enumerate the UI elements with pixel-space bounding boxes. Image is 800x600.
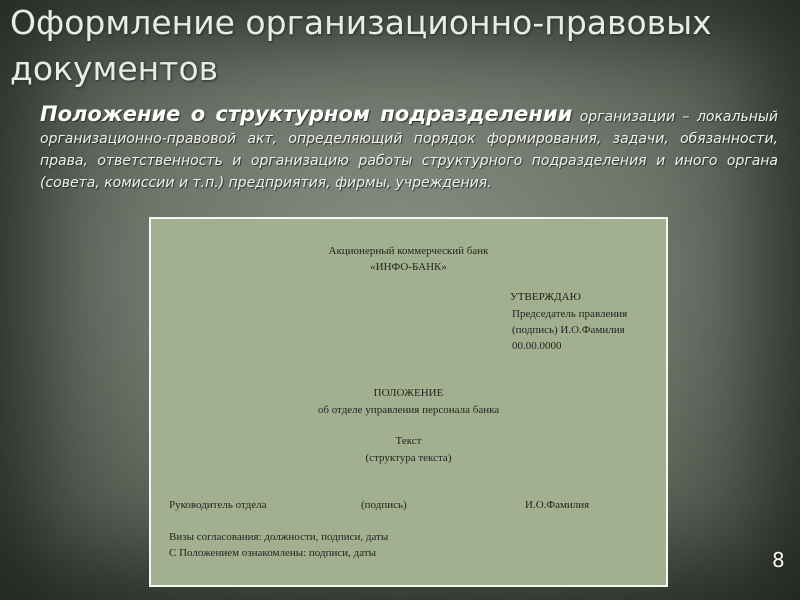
acquaintance-line: С Положением ознакомлены: подписи, даты <box>169 547 377 559</box>
approval-date: 00.00.0000 <box>512 340 562 352</box>
document-sample <box>149 217 668 587</box>
document-subject: об отделе управления персонала банка <box>317 404 500 416</box>
organization-name: Акционерный коммерческий банк <box>328 245 489 257</box>
slide-title: Оформление организационно-правовых документов <box>10 3 712 88</box>
head-name: И.О.Фамилия <box>525 499 590 511</box>
approval-label: УТВЕРЖДАЮ <box>510 291 581 303</box>
approval-position: Председатель правления <box>512 308 628 320</box>
slide-number: 8 <box>772 548 785 572</box>
text-structure: (структура текста) <box>365 452 452 464</box>
head-signature: (подпись) <box>361 499 407 511</box>
text-label: Текст <box>395 435 422 447</box>
head-position: Руководитель отдела <box>169 499 267 511</box>
approval-visas: Визы согласования: должности, подписи, даты <box>169 531 389 543</box>
definition-term: Положение о структурном подразделении <box>40 102 573 126</box>
approval-signature: (подпись) И.О.Фамилия <box>512 324 625 336</box>
organization-short-name: «ИНФО-БАНК» <box>370 261 447 273</box>
definition-paragraph <box>40 103 778 194</box>
document-type: ПОЛОЖЕНИЕ <box>373 387 444 399</box>
definition-text: организации – локальный организационно-правовой акт, определяющий порядок формирования, задачи, обязанности, права, ответственность и организацию работы структурного подразделения и иного органа (совета, комиссии и т.п.) предприятия, фирмы, учреждения. <box>40 109 779 191</box>
